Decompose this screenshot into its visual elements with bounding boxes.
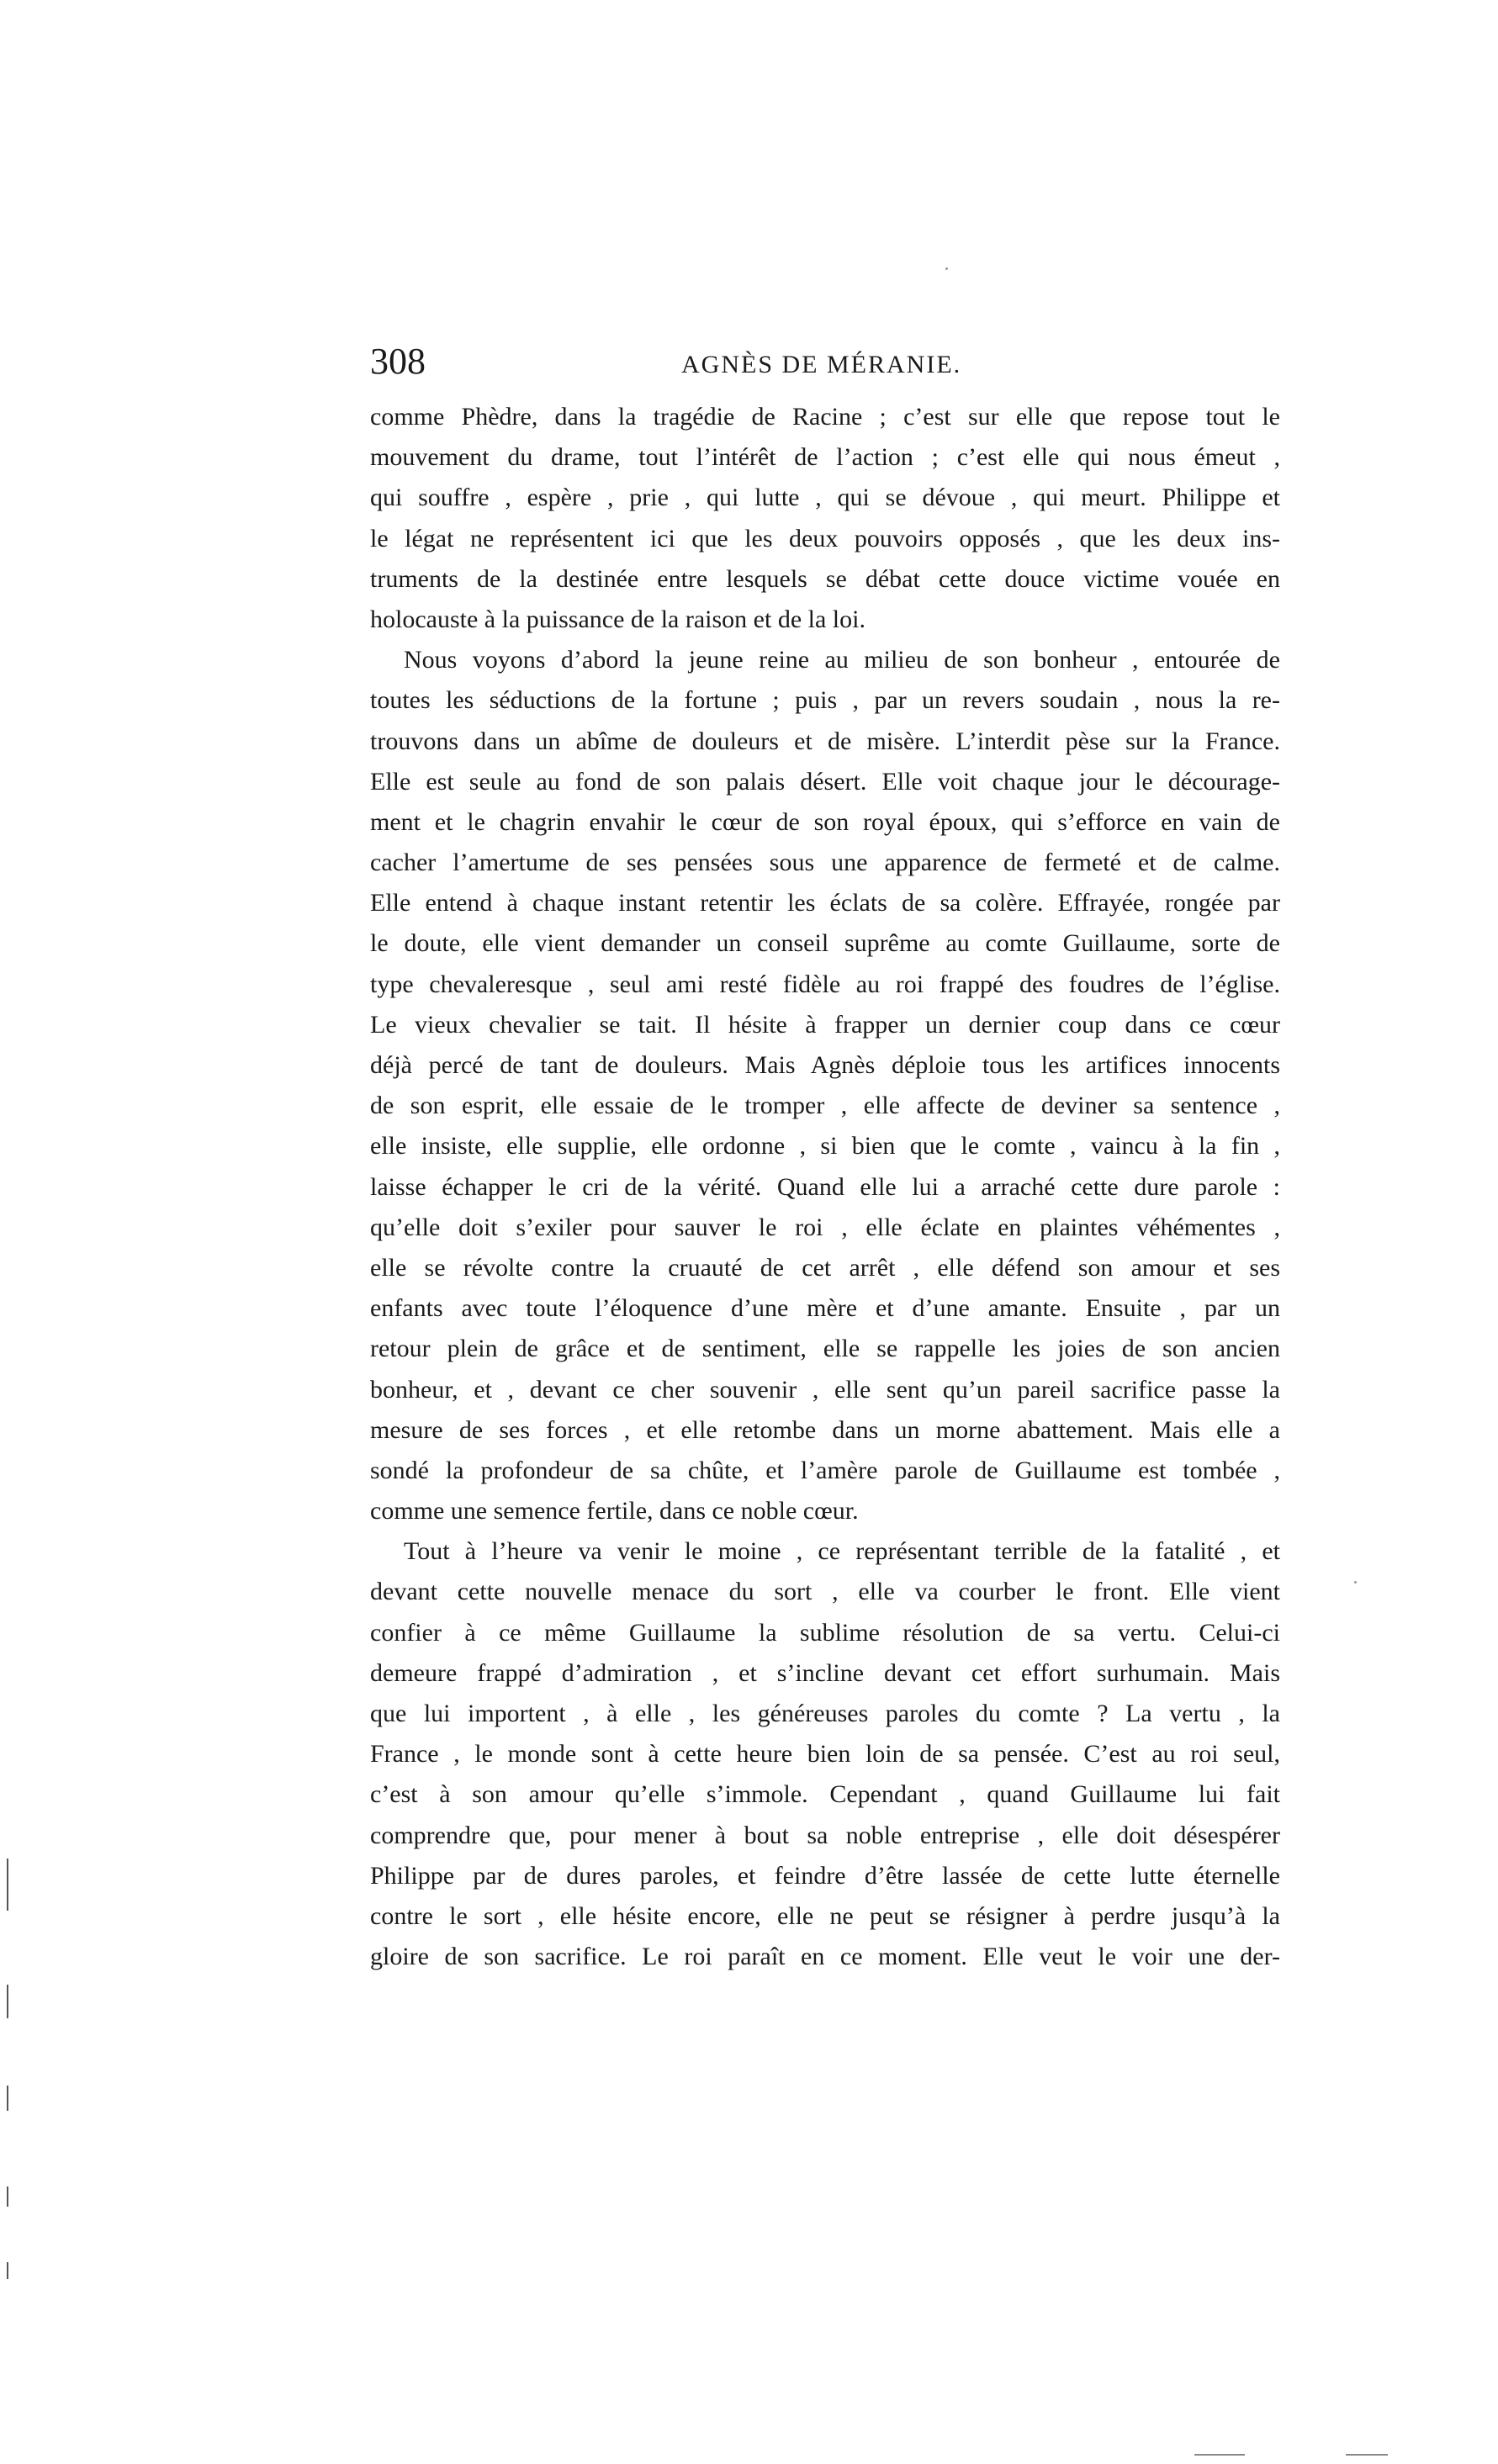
text-line: type chevaleresque , seul ami resté fidèle au roi frappé des foudres de l’église. (370, 970, 1280, 998)
text-line: cacher l’amertume de ses pensées sous une apparence de fermeté et de calme. (370, 849, 1280, 877)
text-line: Elle est seule au fond de son palais désert. Elle voit chaque jour le découragе- (370, 767, 1280, 796)
text-line: Tout à l’heure va venir le moine , ce représentant terrible de la fatalité , et (404, 1537, 1280, 1566)
text-line: gloire de son sacrifice. Le roi paraît en ce moment. Elle veut le voir une der- (370, 1943, 1280, 1971)
scan-margin-mark (7, 2186, 8, 2207)
text-line: sondé la profondeur de sa chûte, et l’amère parole de Guillaume est tombée , (370, 1456, 1280, 1484)
text-line: qu’elle doit s’exiler pour sauver le roi , elle éclate en plaintes véhémentes , (370, 1213, 1280, 1241)
text-line: comme Phèdre, dans la tragédie de Racine ; c’est sur elle que repose tout le (370, 403, 1280, 431)
text-line: Nous voyons d’abord la jeune reine au milieu de son bonheur , entourée de (404, 646, 1280, 674)
scan-foot-mark (1346, 2454, 1388, 2456)
running-title: AGNÈS DE MÉRANIE. (681, 351, 962, 378)
text-line: holocauste à la puissance de la raison et de la loi. (370, 605, 865, 633)
body-text (370, 397, 1280, 1977)
text-line: de son esprit, elle essaie de le tromper , elle affecte de deviner sa sentence , (370, 1092, 1280, 1120)
text-line: mouvement du drame, tout l’intérêt de l’action ; c’est elle qui nous émeut , (370, 443, 1280, 472)
running-head (370, 336, 1304, 387)
page-number: 308 (370, 341, 426, 382)
scan-speck (1354, 1581, 1357, 1584)
scan-margin-mark (7, 1859, 8, 1911)
scan-margin-mark (7, 2262, 8, 2279)
text-line: comme une semence fertile, dans ce noble cœur. (370, 1497, 859, 1525)
text-line: comprendre que, pour mener à bout sa noble entreprise , elle doit désespérer (370, 1821, 1280, 1849)
text-line: bonheur, et , devant ce cher souvenir , elle sent qu’un pareil sacrifice passe la (370, 1375, 1280, 1404)
text-line: confier à ce même Guillaume la sublime résolution de sa vertu. Celui-ci (370, 1618, 1280, 1647)
text-line: elle insiste, elle supplie, elle ordonne , si bien que le comte , vaincu à la fin , (370, 1132, 1280, 1161)
text-line: le légat ne représentent ici que les deux pouvoirs opposés , que les deux ins- (370, 524, 1280, 553)
scan-margin-mark (7, 1985, 8, 2018)
text-line: c’est à son amour qu’elle s’immole. Cependant , quand Guillaume lui fait (370, 1780, 1280, 1809)
text-line: enfants avec toute l’éloquence d’une mère et d’une amante. Ensuite , par un (370, 1294, 1280, 1323)
text-line: contre le sort , elle hésite encore, elle ne peut se résigner à perdre jusqu’à la (370, 1901, 1280, 1930)
text-line: laisse échapper le cri de la vérité. Quand elle lui a arraché cette dure parole : (370, 1172, 1280, 1201)
text-line: Philippe par de dures paroles, et feindre d’être lassée de cette lutte éternelle (370, 1861, 1280, 1890)
text-line: France , le monde sont à cette heure bien loin de sa pensée. C’est au roi seul, (370, 1740, 1280, 1769)
text-line: demeure frappé d’admiration , et s’incline devant cet effort surhumain. Mais (370, 1658, 1280, 1687)
scan-foot-mark (1194, 2454, 1245, 2456)
text-line: mesure de ses forces , et elle retombe dans un morne abattement. Mais elle a (370, 1415, 1280, 1444)
text-line: trouvons dans un abîme de douleurs et de misère. L’interdit pèse sur la France. (370, 727, 1280, 755)
text-line: Le vieux chevalier se tait. Il hésite à frapper un dernier coup dans ce cœur (370, 1010, 1280, 1039)
text-line: qui souffre , espère , prie , qui lutte , qui se dévoue , qui meurt. Philippe et (370, 484, 1280, 512)
text-line: le doute, elle vient demander un conseil suprême au comte Guillaume, sorte de (370, 929, 1280, 958)
scan-speck (945, 267, 948, 270)
text-line: elle se révolte contre la cruauté de cet arrêt , elle défend son amour et ses (370, 1253, 1280, 1282)
text-line: ment et le chagrin envahir le cœur de son royal époux, qui s’efforce en vain de (370, 807, 1280, 836)
text-line: devant cette nouvelle menace du sort , elle va courber le front. Elle vient (370, 1578, 1280, 1606)
text-line: truments de la destinée entre lesquels se débat cette douce victime vouée en (370, 564, 1280, 593)
text-line: que lui importent , à elle , les généreuses paroles du comte ? La vertu , la (370, 1700, 1280, 1727)
scan-margin-mark (7, 2086, 8, 2111)
text-line: Elle entend à chaque instant retentir les éclats de sa colère. Effrayée, rongée par (370, 889, 1280, 917)
text-line: toutes les séductions de la fortune ; puis , par un revers soudain , nous la re- (370, 686, 1280, 715)
text-line: déjà percé de tant de douleurs. Mais Agnès déploie tous les artifices innocents (370, 1051, 1280, 1079)
text-line: retour plein de grâce et de sentiment, elle se rappelle les joies de son ancien (370, 1335, 1280, 1363)
